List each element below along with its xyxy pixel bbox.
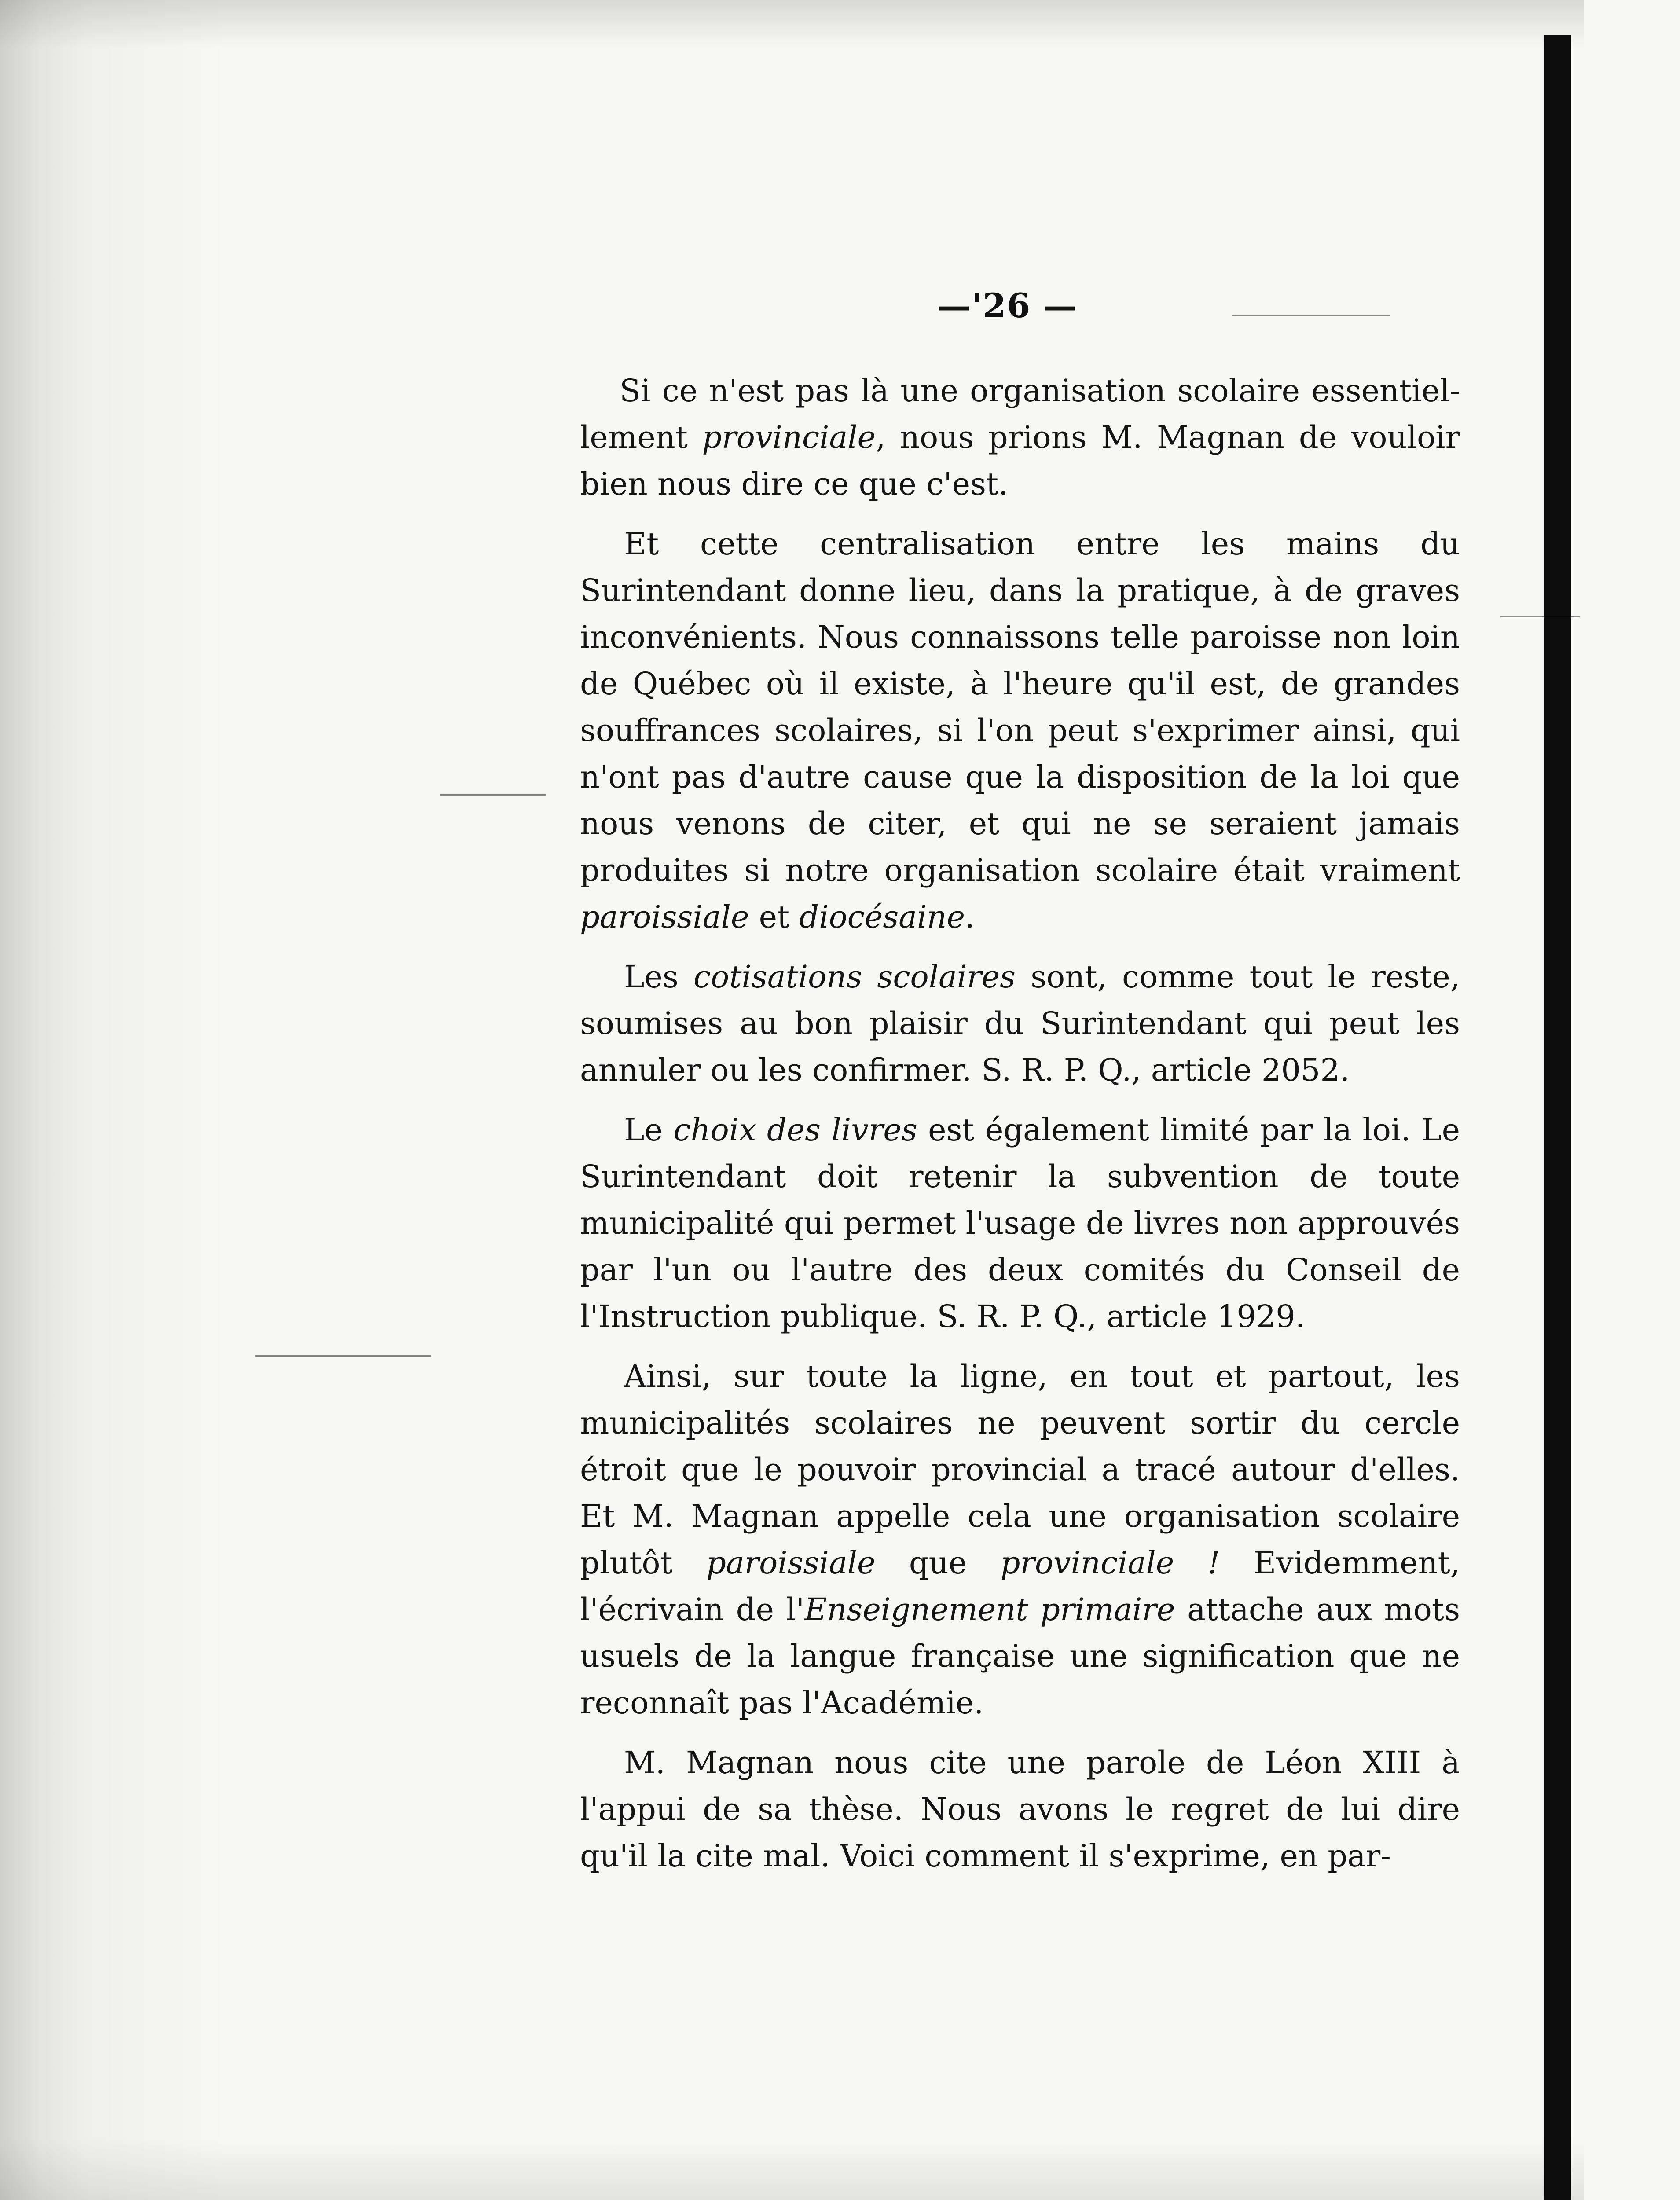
paragraph-6: M. Magnan nous cite une parole de Léon XIII à l'appui de sa thèse. Nous avons le regret de lui dire qu'il la cite mal. Voici comment il s'exprime, en par-	[580, 1745, 1460, 1874]
scan-mark	[440, 794, 546, 796]
page-number: —'26 —	[937, 286, 1078, 325]
paragraph-3: Les cotisations scolaires sont, comme tout le reste, soumises au bon plaisir du Surintendant qui peut les annuler ou les confirmer. S. R. P. Q., article 2052.	[580, 959, 1460, 1088]
paragraph-2: Et cette centralisation entre les mains du Surintendant donne lieu, dans la pratique, à de graves inconvénients. Nous connaissons telle paroisse non loin de Québec où il existe, à l'heure qu'il est, de grandes souffrances scolaires, si l'on peut s'exprimer ainsi, qui n'ont pas d'autre cause que la disposition de la loi que nous venons de citer, et qui ne se seraient jamais produites si notre organisation scolaire était vraiment paroissiale et diocésaine.	[580, 526, 1460, 935]
page-body	[580, 367, 1460, 1892]
scan-mark	[1500, 616, 1580, 617]
paragraph-1: Si ce n'est pas là une organisation scolaire essentiel-lement provinciale, nous prions M. Magnan de vouloir bien nous dire ce que c'est.	[580, 373, 1460, 502]
scan-shadow-bottom	[0, 2138, 1584, 2200]
scan-shadow-left	[0, 0, 246, 2200]
paragraph-4: Le choix des livres est également limité par la loi. Le Surintendant doit retenir la subvention de toute municipalité qui permet l'usage de livres non approuvés par l'un ou l'autre des deux comités du Conseil de l'Instruction publique. S. R. P. Q., article 1929.	[580, 1112, 1460, 1335]
scan-mark	[1232, 315, 1390, 316]
scan-mark	[255, 1355, 431, 1357]
paragraph-5: Ainsi, sur toute la ligne, en tout et partout, les municipalités scolaires ne peuvent sortir du cercle étroit que le pouvoir provincial a tracé autour d'elles. Et M. Magnan appelle cela une organisation scolaire plutôt paroissiale que provinciale ! Evidemment, l'écrivain de l'Enseignement primaire attache aux mots usuels de la langue française une signification que ne reconnaît pas l'Académie.	[580, 1358, 1460, 1721]
scan-shadow-top	[0, 0, 1584, 48]
binding-edge-bar	[1544, 35, 1571, 2200]
